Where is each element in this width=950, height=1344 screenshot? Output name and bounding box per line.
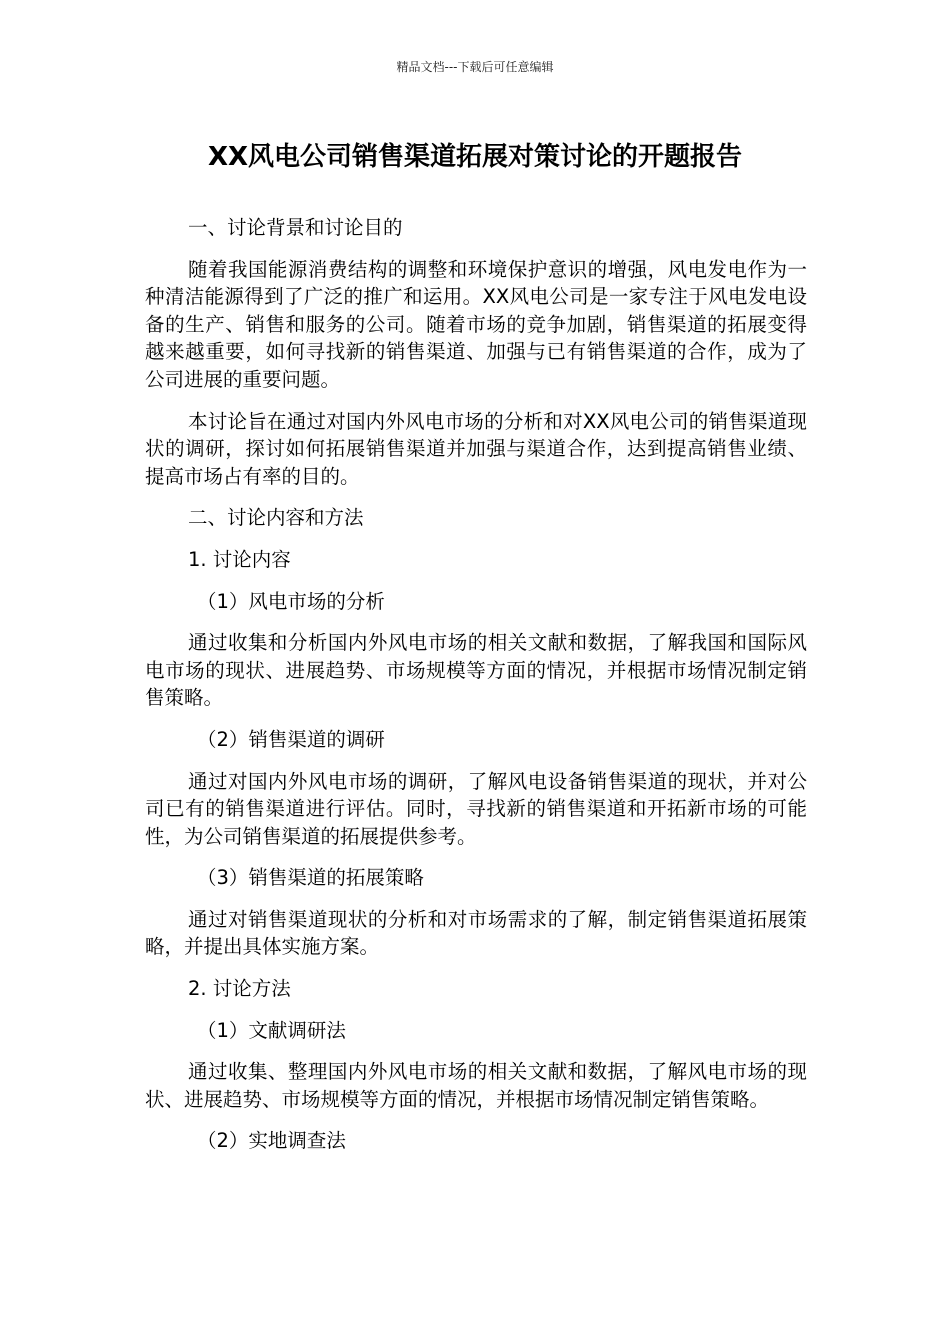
list-item-heading: （2）销售渠道的调研 [197,727,385,751]
list-item-heading: （1）风电市场的分析 [197,589,385,613]
list-item-heading: （2）实地调查法 [197,1129,346,1153]
list-item-heading: （1）文献调研法 [197,1018,346,1042]
paragraph: 本讨论旨在通过对国内外风电市场的分析和对XX风电公司的销售渠道现状的调研，探讨如何拓展销售渠道并加强与渠道合作，达到提高销售业绩、提高市场占有率的目的。 [145,409,807,488]
paragraph: 随着我国能源消费结构的调整和环境保护意识的增强，风电发电作为一种清洁能源得到了广泛的推广和运用。XX风电公司是一家专注于风电发电设备的生产、销售和服务的公司。随着市场的竞争加剧，销售渠道的拓展变得越来越重要，如何寻找新的销售渠道、加强与已有销售渠道的合作，成为了公司进展的重要问题。 [145,257,807,391]
paragraph: 通过对国内外风电市场的调研，了解风电设备销售渠道的现状，并对公司已有的销售渠道进行评估。同时，寻找新的销售渠道和开拓新市场的可能性，为公司销售渠道的拓展提供参考。 [145,769,807,848]
paragraph: 通过收集和分析国内外风电市场的相关文献和数据，了解我国和国际风电市场的现状、进展趋势、市场规模等方面的情况，并根据市场情况制定销售策略。 [145,631,807,710]
section-heading: 一、讨论背景和讨论目的 [188,216,403,239]
document-body [145,214,807,1169]
section-heading: 二、讨论内容和方法 [188,506,364,530]
document-title: XX风电公司销售渠道拓展对策讨论的开题报告 [207,142,743,172]
list-item-heading: （3）销售渠道的拓展策略 [197,866,424,890]
subsection-heading: 2. 讨论方法 [188,977,291,1001]
subsection-heading: 1. 讨论内容 [188,547,291,571]
header-note: 精品文档---下载后可任意编辑 [396,60,554,74]
paragraph: 通过对销售渠道现状的分析和对市场需求的了解，制定销售渠道拓展策略，并提出具体实施方案。 [145,907,807,959]
paragraph: 通过收集、整理国内外风电市场的相关文献和数据，了解风电市场的现状、进展趋势、市场规模等方面的情况，并根据市场情况制定销售策略。 [145,1060,807,1111]
